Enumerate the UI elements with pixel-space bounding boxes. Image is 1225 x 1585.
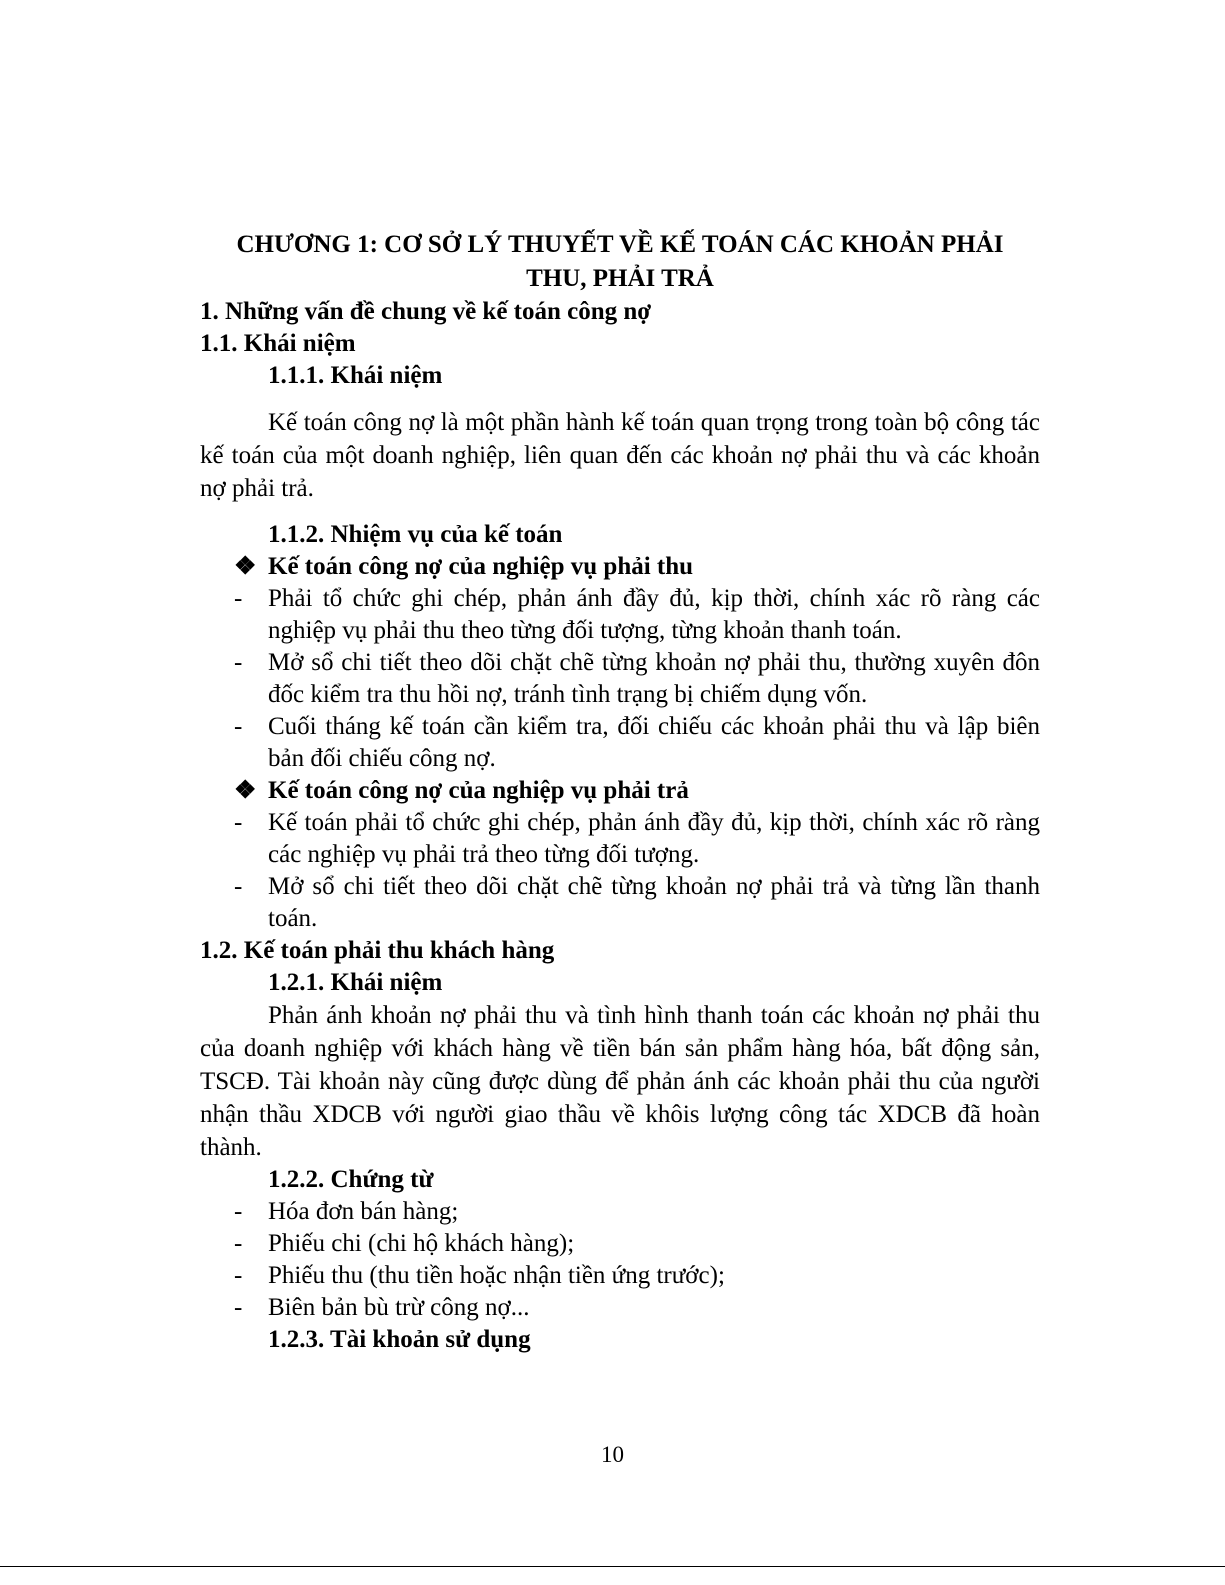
list-item: - Phiếu thu (thu tiền hoặc nhận tiền ứng trước); [234, 1262, 725, 1289]
diamond-bullet-icon: ❖ [234, 553, 257, 580]
list-item: - Biên bản bù trừ công nợ... [234, 1294, 530, 1321]
list-item: - Cuối tháng kế toán cần kiểm tra, đối chiếu các khoản phải thu và lập biên bản đối chiếu công nợ. [234, 713, 1040, 772]
chapter-title-line-2: THU, PHẢI TRẢ [526, 265, 714, 292]
payable-heading-text: Kế toán công nợ của nghiệp vụ phải trả [268, 777, 689, 804]
list-item: - Hóa đơn bán hàng; [234, 1198, 459, 1225]
receivable-list [200, 583, 1040, 775]
chapter-title [200, 228, 1040, 296]
section-1-2-1-heading: 1.2.1. Khái niệm [268, 969, 443, 996]
paragraph-definition: Kế toán công nợ là một phần hành kế toán quan trọng trong toàn bộ công tác kế toán của một doanh nghiệp, liên quan đến các khoản nợ phải thu và các khoản nợ phải trả. [200, 409, 1040, 502]
list-item: - Mở sổ chi tiết theo dõi chặt chẽ từng khoản nợ phải thu, thường xuyên đôn đốc kiểm tra thu hồi nợ, tránh tình trạng bị chiếm dụng vốn. [234, 649, 1040, 708]
receivable-heading [200, 551, 1040, 583]
diamond-bullet-icon: ❖ [234, 777, 257, 804]
bottom-rule [0, 1566, 1225, 1567]
payable-list [200, 807, 1040, 935]
section-1-heading: 1. Những vấn đề chung về kế toán công nợ [200, 298, 652, 325]
list-item: - Phiếu chi (chi hộ khách hàng); [234, 1230, 575, 1257]
payable-heading [200, 775, 1040, 807]
page-content [200, 228, 1040, 1356]
section-1-2-2-heading: 1.2.2. Chứng từ [268, 1166, 434, 1193]
section-1-2-heading: 1.2. Kế toán phải thu khách hàng [200, 937, 555, 964]
section-1-1-1-heading: 1.1.1. Khái niệm [268, 362, 443, 389]
receivable-heading-text: Kế toán công nợ của nghiệp vụ phải thu [268, 553, 694, 580]
list-item: - Mở sổ chi tiết theo dõi chặt chẽ từng khoản nợ phải trả và từng lần thanh toán. [234, 873, 1040, 932]
page-number: 10 [601, 1442, 624, 1467]
section-1-2-3-heading: 1.2.3. Tài khoản sử dụng [268, 1326, 531, 1353]
paragraph-receivable-definition: Phản ánh khoản nợ phải thu và tình hình thanh toán các khoản nợ phải thu của doanh nghiệp với khách hàng về tiền bán sản phẩm hàng hóa, bất động sản, TSCĐ. Tài khoản này cũng được dùng để phản ánh các khoản phải thu của người nhận thầu XDCB với người giao thầu về khôis lượng công tác XDCB đã hoàn thành. [200, 1002, 1040, 1161]
documents-list [200, 1196, 1040, 1324]
section-1-1-2-heading: 1.1.2. Nhiệm vụ của kế toán [268, 521, 563, 548]
chapter-title-line-1: CHƯƠNG 1: CƠ SỞ LÝ THUYẾT VỀ KẾ TOÁN CÁC KHOẢN PHẢI [236, 231, 1004, 258]
section-1-1-heading: 1.1. Khái niệm [200, 330, 356, 357]
list-item: - Kế toán phải tổ chức ghi chép, phản ánh đầy đủ, kịp thời, chính xác rõ ràng các nghiệp vụ phải trả theo từng đối tượng. [234, 809, 1040, 868]
list-item: - Phải tổ chức ghi chép, phản ánh đầy đủ, kịp thời, chính xác rõ ràng các nghiệp vụ phải thu theo từng đối tượng, từng khoản thanh toán. [234, 585, 1040, 644]
